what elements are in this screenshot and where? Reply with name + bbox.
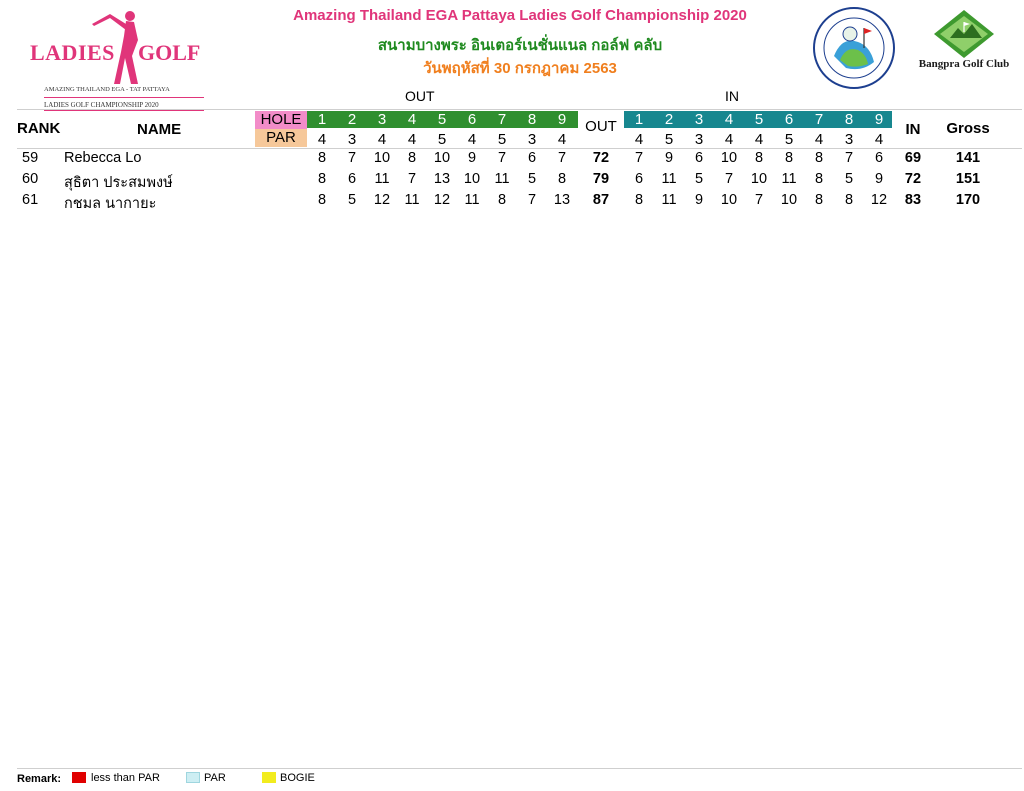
par-value: 4 bbox=[317, 131, 327, 148]
hole-number: 7 bbox=[814, 111, 824, 128]
score-cell: 7 bbox=[407, 171, 417, 187]
score-cell: 5 bbox=[694, 171, 704, 187]
gross-cell: 141 bbox=[955, 150, 981, 166]
score-cell: 12 bbox=[373, 192, 391, 208]
golf-association-seal-icon bbox=[812, 6, 896, 90]
score-cell: 13 bbox=[433, 171, 451, 187]
footer-divider bbox=[17, 768, 1022, 769]
par-value: 4 bbox=[724, 131, 734, 148]
score-cell: 11 bbox=[404, 192, 420, 208]
table-row bbox=[0, 192, 1024, 213]
out-total-cell: 79 bbox=[592, 171, 610, 187]
score-cell: 6 bbox=[874, 150, 884, 166]
score-cell: 5 bbox=[844, 171, 854, 187]
player-name: สุธิตา ประสมพงษ์ bbox=[64, 175, 173, 191]
score-cell: 8 bbox=[317, 192, 327, 208]
in-total-cell: 69 bbox=[904, 150, 922, 166]
par-value: 3 bbox=[347, 131, 357, 148]
header-divider bbox=[17, 148, 1022, 149]
logo-ladies-text: LADIES bbox=[30, 40, 115, 65]
score-cell: 7 bbox=[347, 150, 357, 166]
out-total-header: OUT bbox=[585, 118, 617, 135]
score-cell: 6 bbox=[527, 150, 537, 166]
hole-number: 4 bbox=[407, 111, 417, 128]
score-cell: 6 bbox=[694, 150, 704, 166]
score-cell: 8 bbox=[814, 192, 824, 208]
score-cell: 7 bbox=[527, 192, 537, 208]
rank-cell: 61 bbox=[22, 192, 39, 208]
score-cell: 7 bbox=[497, 150, 507, 166]
hole-number: 8 bbox=[844, 111, 854, 128]
date-title: วันพฤหัสที่ 30 กรกฎาคม 2563 bbox=[423, 60, 617, 77]
score-cell: 6 bbox=[347, 171, 357, 187]
hole-number: 2 bbox=[664, 111, 674, 128]
score-cell: 7 bbox=[724, 171, 734, 187]
hole-number: 5 bbox=[437, 111, 447, 128]
score-cell: 11 bbox=[374, 171, 390, 187]
out-holes-bar bbox=[307, 111, 578, 128]
logo-subtitle-2: LADIES GOLF CHAMPIONSHIP 2020 bbox=[44, 101, 159, 109]
par-value: 5 bbox=[784, 131, 794, 148]
hole-number: 6 bbox=[467, 111, 477, 128]
hole-number: 1 bbox=[317, 111, 327, 128]
score-cell: 9 bbox=[664, 150, 674, 166]
bangpra-emblem-icon bbox=[906, 8, 1022, 58]
score-cell: 10 bbox=[463, 171, 481, 187]
score-cell: 10 bbox=[720, 192, 738, 208]
hole-number: 1 bbox=[634, 111, 644, 128]
score-cell: 8 bbox=[814, 150, 824, 166]
bangpra-logo-text: Bangpra Golf Club bbox=[918, 58, 1010, 70]
score-cell: 10 bbox=[373, 150, 391, 166]
rank-cell: 60 bbox=[22, 171, 39, 187]
header-divider bbox=[17, 109, 1022, 110]
hole-number: 6 bbox=[784, 111, 794, 128]
bogie-swatch bbox=[262, 772, 276, 783]
legend-label: BOGIE bbox=[280, 772, 315, 784]
table-row bbox=[0, 171, 1024, 192]
score-cell: 7 bbox=[754, 192, 764, 208]
par-value: 3 bbox=[844, 131, 854, 148]
bangpra-logo bbox=[906, 8, 1022, 70]
score-cell: 11 bbox=[661, 171, 677, 187]
hole-number: 4 bbox=[724, 111, 734, 128]
score-cell: 7 bbox=[844, 150, 854, 166]
hole-number: 5 bbox=[754, 111, 764, 128]
score-cell: 8 bbox=[317, 171, 327, 187]
legend-label: PAR bbox=[204, 772, 226, 784]
score-cell: 12 bbox=[870, 192, 888, 208]
in-total-cell: 83 bbox=[904, 192, 922, 208]
hole-number: 9 bbox=[874, 111, 884, 128]
par-value: 4 bbox=[557, 131, 567, 148]
rank-column-header: RANK bbox=[17, 120, 61, 137]
score-cell: 11 bbox=[494, 171, 510, 187]
gross-cell: 170 bbox=[955, 192, 981, 208]
par-label: PAR bbox=[255, 129, 307, 147]
less-than-par-swatch bbox=[72, 772, 86, 783]
par-value: 4 bbox=[814, 131, 824, 148]
hole-number: 7 bbox=[497, 111, 507, 128]
out-total-cell: 87 bbox=[592, 192, 610, 208]
out-total-cell: 72 bbox=[592, 150, 610, 166]
rank-cell: 59 bbox=[22, 150, 39, 166]
score-cell: 8 bbox=[754, 150, 764, 166]
name-column-header: NAME bbox=[137, 121, 182, 138]
score-cell: 8 bbox=[407, 150, 417, 166]
score-cell: 11 bbox=[661, 192, 677, 208]
score-cell: 12 bbox=[433, 192, 451, 208]
out-section-label: OUT bbox=[405, 88, 435, 104]
score-cell: 9 bbox=[874, 171, 884, 187]
remark-label: Remark: bbox=[17, 773, 62, 785]
score-cell: 9 bbox=[694, 192, 704, 208]
hole-number: 8 bbox=[527, 111, 537, 128]
score-cell: 8 bbox=[784, 150, 794, 166]
score-cell: 5 bbox=[347, 192, 357, 208]
score-cell: 10 bbox=[750, 171, 768, 187]
par-value: 4 bbox=[467, 131, 477, 148]
par-value: 3 bbox=[527, 131, 537, 148]
logo-rule bbox=[44, 110, 204, 111]
score-cell: 8 bbox=[814, 171, 824, 187]
score-cell: 11 bbox=[781, 171, 797, 187]
logo-rule bbox=[44, 97, 204, 98]
hole-number: 3 bbox=[377, 111, 387, 128]
page-title: Amazing Thailand EGA Pattaya Ladies Golf Championship 2020 bbox=[293, 7, 747, 24]
par-value: 5 bbox=[437, 131, 447, 148]
score-cell: 10 bbox=[780, 192, 798, 208]
par-value: 5 bbox=[497, 131, 507, 148]
score-cell: 8 bbox=[317, 150, 327, 166]
score-cell: 11 bbox=[464, 192, 480, 208]
score-cell: 7 bbox=[634, 150, 644, 166]
score-cell: 8 bbox=[634, 192, 644, 208]
par-swatch bbox=[186, 772, 200, 783]
score-cell: 8 bbox=[557, 171, 567, 187]
logo-golf-text: GOLF bbox=[138, 40, 201, 65]
par-value: 4 bbox=[754, 131, 764, 148]
score-cell: 6 bbox=[634, 171, 644, 187]
hole-number: 2 bbox=[347, 111, 357, 128]
in-holes-bar bbox=[624, 111, 892, 128]
par-value: 4 bbox=[874, 131, 884, 148]
score-cell: 7 bbox=[557, 150, 567, 166]
par-value: 5 bbox=[664, 131, 674, 148]
score-cell: 10 bbox=[433, 150, 451, 166]
table-row bbox=[0, 150, 1024, 171]
par-value: 4 bbox=[407, 131, 417, 148]
par-value: 3 bbox=[694, 131, 704, 148]
score-cell: 5 bbox=[527, 171, 537, 187]
par-value: 4 bbox=[377, 131, 387, 148]
gross-cell: 151 bbox=[955, 171, 981, 187]
in-section-label: IN bbox=[725, 88, 739, 104]
score-cell: 8 bbox=[844, 192, 854, 208]
logo-subtitle-1: AMAZING THAILAND EGA - TAT PATTAYA bbox=[44, 86, 170, 93]
score-cell: 10 bbox=[720, 150, 738, 166]
in-total-header: IN bbox=[905, 121, 921, 138]
legend-label: less than PAR bbox=[91, 772, 160, 784]
hole-label: HOLE bbox=[255, 111, 307, 129]
gross-column-header: Gross bbox=[946, 120, 990, 137]
score-cell: 13 bbox=[553, 192, 571, 208]
par-value: 4 bbox=[634, 131, 644, 148]
hole-number: 3 bbox=[694, 111, 704, 128]
in-total-cell: 72 bbox=[904, 171, 922, 187]
venue-title: สนามบางพระ อินเตอร์เนชั่นแนล กอล์ฟ คลับ bbox=[377, 37, 663, 54]
score-cell: 8 bbox=[497, 192, 507, 208]
hole-number: 9 bbox=[557, 111, 567, 128]
score-cell: 9 bbox=[467, 150, 477, 166]
player-name: กชมล นากายะ bbox=[64, 196, 157, 212]
player-name: Rebecca Lo bbox=[64, 150, 142, 166]
